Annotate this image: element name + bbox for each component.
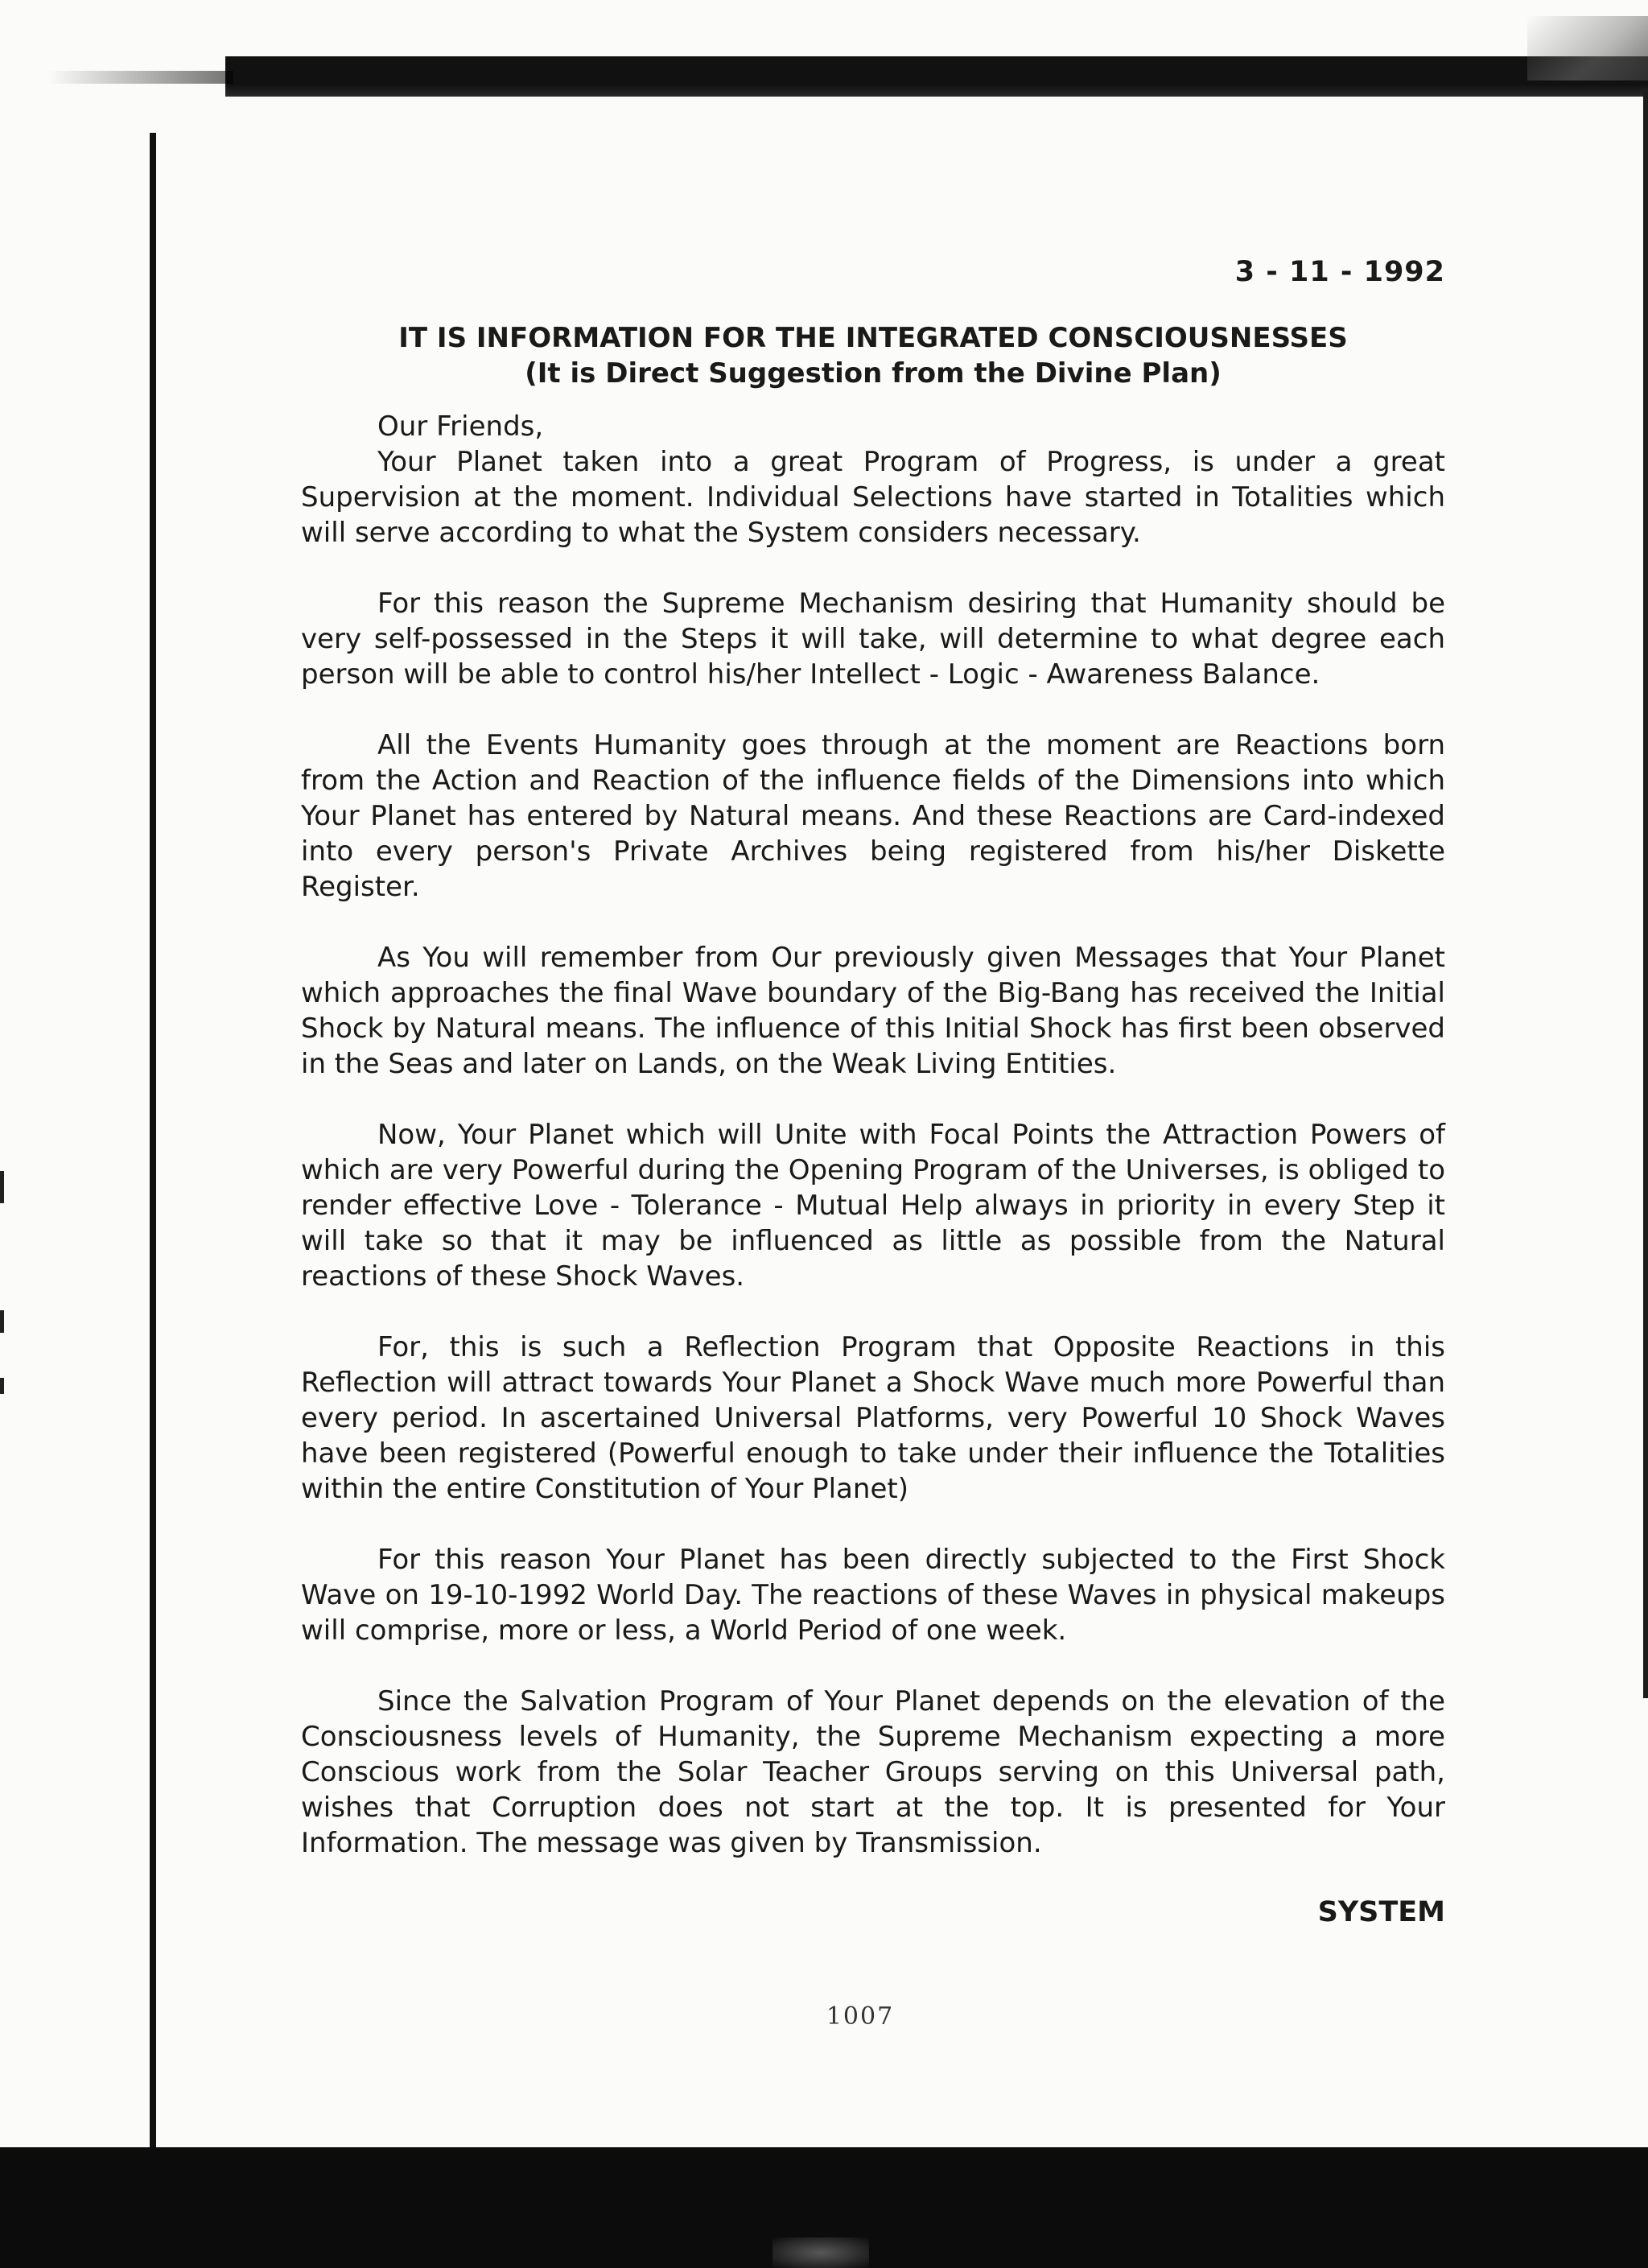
greeting: Our Friends, bbox=[377, 410, 544, 443]
scan-mark bbox=[0, 1171, 4, 1203]
signature: SYSTEM bbox=[1317, 1896, 1445, 1928]
document-title: IT IS INFORMATION FOR THE INTEGRATED CONSCIOUSNESSES bbox=[398, 322, 1348, 354]
document-subtitle: (It is Direct Suggestion from the Divine Plan) bbox=[525, 357, 1222, 390]
paragraph: For this reason Your Planet has been directly subjected to the First Shock Wave on 19-10-1992 World Day. The reactions of these Waves in physical makeups will comprise, more or less, a World Period of one week. bbox=[301, 1544, 1445, 1647]
paragraph: All the Events Humanity goes through at the moment are Reactions born from the Action and Reaction of the influence fields of the Dimensions into which Your Planet has entered by Natural means. And these Reactions are Card-indexed into every person's Private Archives being registered from his/her Diskette Register. bbox=[301, 729, 1445, 903]
paragraph: Your Planet taken into a great Program of Progress, is under a great Supervision at the moment. Individual Selections have started in Totalities which will serve according to what the System considers necessary. bbox=[301, 446, 1445, 549]
scan-edge-left bbox=[150, 133, 156, 2165]
scan-mark bbox=[0, 1378, 4, 1394]
scan-edge-right bbox=[1643, 89, 1648, 1698]
scan-edge-top-fade bbox=[48, 71, 233, 84]
scan-corner-shadow bbox=[1527, 16, 1648, 80]
scan-mark bbox=[0, 1310, 4, 1333]
page-number: 1007 bbox=[826, 2002, 895, 2031]
document-page bbox=[301, 256, 1445, 1928]
document-date: 3 - 11 - 1992 bbox=[1234, 256, 1445, 288]
scan-edge-top bbox=[225, 56, 1648, 97]
paragraph: For this reason the Supreme Mechanism desiring that Humanity should be very self-possessed in the Steps it will take, will determine to what degree each person will be able to control his/her Intellect - Logic - Awareness Balance. bbox=[301, 588, 1445, 691]
paragraph: For, this is such a Reflection Program that Opposite Reactions in this Reflection will attract towards Your Planet a Shock Wave much more Powerful than every period. In ascertained Universal Platforms, very Powerful 10 Shock Waves have been registered (Powerful enough to take under their influence the Totalities within the entire Constitution of Your Planet) bbox=[301, 1331, 1445, 1505]
paragraph: As You will remember from Our previously given Messages that Your Planet which approaches the final Wave boundary of the Big-Bang has received the Initial Shock by Natural means. The influence of this Initial Shock has first been observed in the Seas and later on Lands, on the Weak Living Entities. bbox=[301, 942, 1445, 1080]
paragraph: Since the Salvation Program of Your Planet depends on the elevation of the Consciousness levels of Humanity, the Supreme Mechanism expecting a more Conscious work from the Solar Teacher Groups serving on this Universal path, wishes that Corruption does not start at the top. It is presented for Your Information. The message was given by Transmission. bbox=[301, 1685, 1445, 1859]
scan-bottom-glare bbox=[772, 2237, 869, 2268]
paragraph: Now, Your Planet which will Unite with Focal Points the Attraction Powers of which are very Powerful during the Opening Program of the Universes, is obliged to render effective Love - Tolerance - Mutual Help always in priority in every Step it will take so that it may be influenced as little as possible from the Natural reactions of these Shock Waves. bbox=[301, 1119, 1445, 1293]
